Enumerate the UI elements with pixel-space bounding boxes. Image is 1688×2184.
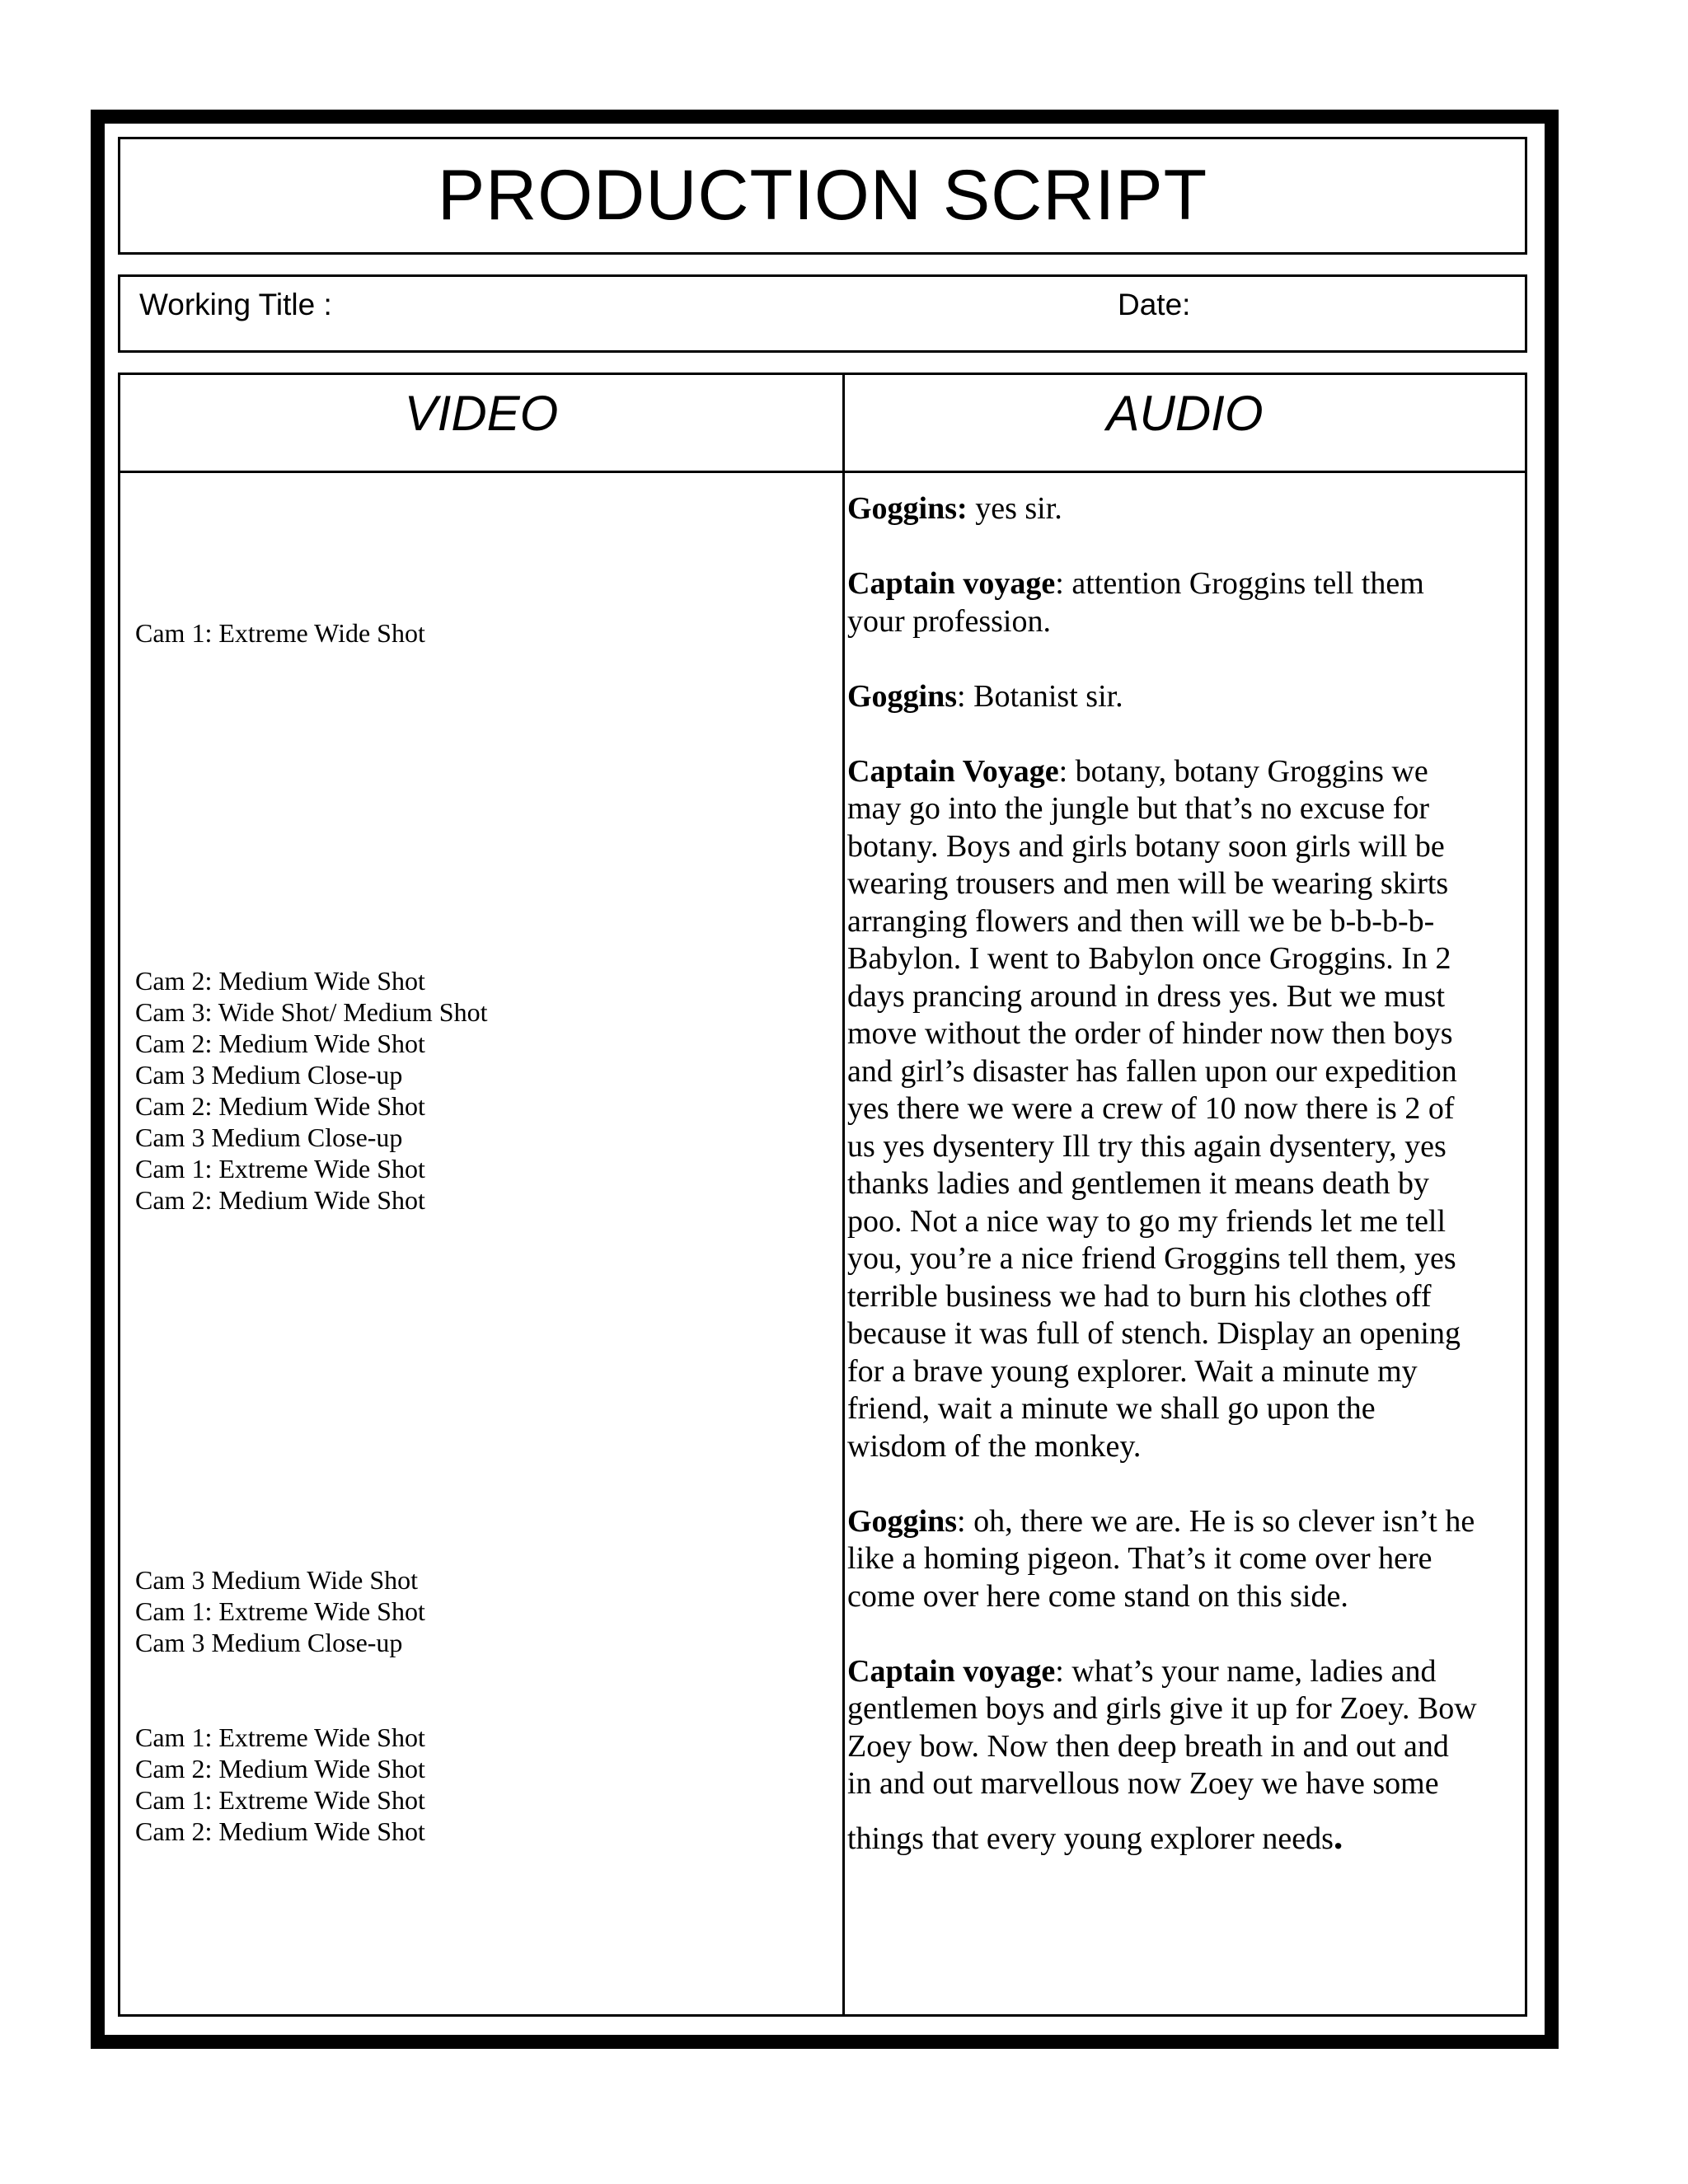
- audio-column: [847, 490, 1519, 1868]
- dialogue-line: [847, 490, 1519, 528]
- spacer: [847, 1615, 1519, 1653]
- camera-cue: Cam 1: Extreme Wide Shot: [135, 1596, 425, 1626]
- spacer: [847, 640, 1519, 678]
- speaker-name: Goggins: [847, 678, 958, 714]
- spacer: [847, 715, 1519, 753]
- dialogue-line: Zoey bow. Now then deep breath in and out and: [847, 1728, 1449, 1764]
- camera-cue: Cam 1: Extreme Wide Shot: [135, 1722, 425, 1752]
- camera-cue: Cam 3 Medium Close-up: [135, 1122, 403, 1152]
- audio-column-header: AUDIO: [1106, 386, 1264, 441]
- dialogue-line: for a brave young explorer. Wait a minute my: [847, 1353, 1418, 1389]
- dialogue-line: [847, 1503, 1519, 1541]
- dialogue-line: Babylon. I went to Babylon once Groggins. In 2: [847, 941, 1451, 976]
- dialogue-line: arranging flowers and then will we be b-b-b-b-: [847, 903, 1435, 939]
- working-title-label: Working Title :: [139, 288, 332, 321]
- dialogue-line: friend, wait a minute we shall go upon the: [847, 1391, 1376, 1426]
- dialogue-text: yes sir.: [967, 491, 1062, 526]
- dialogue-line: your profession.: [847, 603, 1051, 639]
- dialogue-text: : attention Groggins tell them: [1055, 566, 1424, 601]
- speaker-name: Captain voyage: [847, 566, 1056, 601]
- dialogue-line: like a homing pigeon. That’s it come over here: [847, 1541, 1432, 1576]
- dialogue-line: wisdom of the monkey.: [847, 1428, 1142, 1464]
- script-table: [118, 373, 1527, 2017]
- camera-cue: Cam 1: Extreme Wide Shot: [135, 1154, 425, 1183]
- dialogue-text: : Botanist sir.: [957, 678, 1123, 714]
- date-label: Date:: [1118, 288, 1191, 321]
- title-box: [118, 137, 1527, 255]
- dialogue-line: yes there we were a crew of 10 now there is 2 of: [847, 1091, 1455, 1126]
- dialogue-line: you, you’re a nice friend Groggins tell them, yes: [847, 1241, 1456, 1276]
- camera-cue: Cam 3 Medium Close-up: [135, 1060, 403, 1090]
- spacer: [847, 528, 1519, 566]
- dialogue-line: [847, 678, 1519, 716]
- dialogue-text: : what’s your name, ladies and: [1055, 1653, 1437, 1689]
- spacer: [847, 1465, 1519, 1503]
- camera-cue: Cam 1: Extreme Wide Shot: [135, 1785, 425, 1815]
- cue-group: [135, 617, 425, 649]
- dialogue-line: [847, 1653, 1519, 1691]
- page-title: PRODUCTION SCRIPT: [437, 156, 1208, 235]
- column-divider: [842, 375, 845, 2014]
- dialogue-line: may go into the jungle but that’s no excuse for: [847, 791, 1430, 826]
- dialogue-line: days prancing around in dress yes. But we must: [847, 978, 1446, 1014]
- camera-cue: Cam 2: Medium Wide Shot: [135, 1091, 425, 1121]
- camera-cue: Cam 3 Medium Wide Shot: [135, 1565, 418, 1595]
- dialogue-line: in and out marvellous now Zoey we have some: [847, 1766, 1439, 1801]
- camera-cue: Cam 2: Medium Wide Shot: [135, 1816, 425, 1846]
- dialogue-line: botany. Boys and girls botany soon girls will be: [847, 828, 1445, 864]
- speaker-name: Goggins:: [847, 491, 968, 526]
- dialogue-line: [847, 1803, 1519, 1868]
- dialogue-line: poo. Not a nice way to go my friends let me tell: [847, 1203, 1447, 1239]
- dialogue-line: [847, 565, 1519, 603]
- dialogue-text: : botany, botany Groggins we: [1058, 753, 1428, 789]
- cue-group: [135, 965, 487, 1216]
- dialogue-line: [847, 753, 1519, 791]
- camera-cue: Cam 3: Wide Shot/ Medium Shot: [135, 997, 488, 1027]
- dialogue-text: : oh, there we are. He is so clever isn’t he: [957, 1503, 1475, 1539]
- header-divider: [120, 471, 1525, 473]
- dialogue-line: wearing trousers and men will be wearing skirts: [847, 866, 1449, 901]
- camera-cue: Cam 2: Medium Wide Shot: [135, 1185, 425, 1215]
- dialogue-line: and girl’s disaster has fallen upon our expedition: [847, 1053, 1457, 1089]
- camera-cue: Cam 1: Extreme Wide Shot: [135, 618, 425, 648]
- dialogue-line: because it was full of stench. Display an opening: [847, 1316, 1461, 1351]
- camera-cue: Cam 2: Medium Wide Shot: [135, 1754, 425, 1783]
- camera-cue: Cam 3 Medium Close-up: [135, 1628, 403, 1657]
- cue-group: [135, 1564, 425, 1658]
- dialogue-line: us yes dysentery Ill try this again dysentery, yes: [847, 1128, 1447, 1164]
- dialogue-line: thanks ladies and gentlemen it means death by: [847, 1166, 1429, 1201]
- dialogue-line: move without the order of hinder now then boys: [847, 1016, 1453, 1051]
- info-box: [118, 274, 1527, 353]
- dialogue-line: come over here come stand on this side.: [847, 1578, 1348, 1614]
- dialogue-text: things that every young explorer needs: [847, 1821, 1334, 1856]
- cue-group: [135, 1722, 425, 1847]
- speaker-name: Captain Voyage: [847, 753, 1059, 789]
- dialogue-line: gentlemen boys and girls give it up for Zoey. Bow: [847, 1691, 1477, 1726]
- end-period: .: [1333, 1814, 1343, 1857]
- camera-cue: Cam 2: Medium Wide Shot: [135, 1029, 425, 1058]
- dialogue-line: terrible business we had to burn his clothes off: [847, 1278, 1432, 1314]
- speaker-name: Goggins: [847, 1503, 958, 1539]
- video-column-header: VIDEO: [404, 386, 559, 441]
- camera-cue: Cam 2: Medium Wide Shot: [135, 966, 425, 996]
- speaker-name: Captain voyage: [847, 1653, 1056, 1689]
